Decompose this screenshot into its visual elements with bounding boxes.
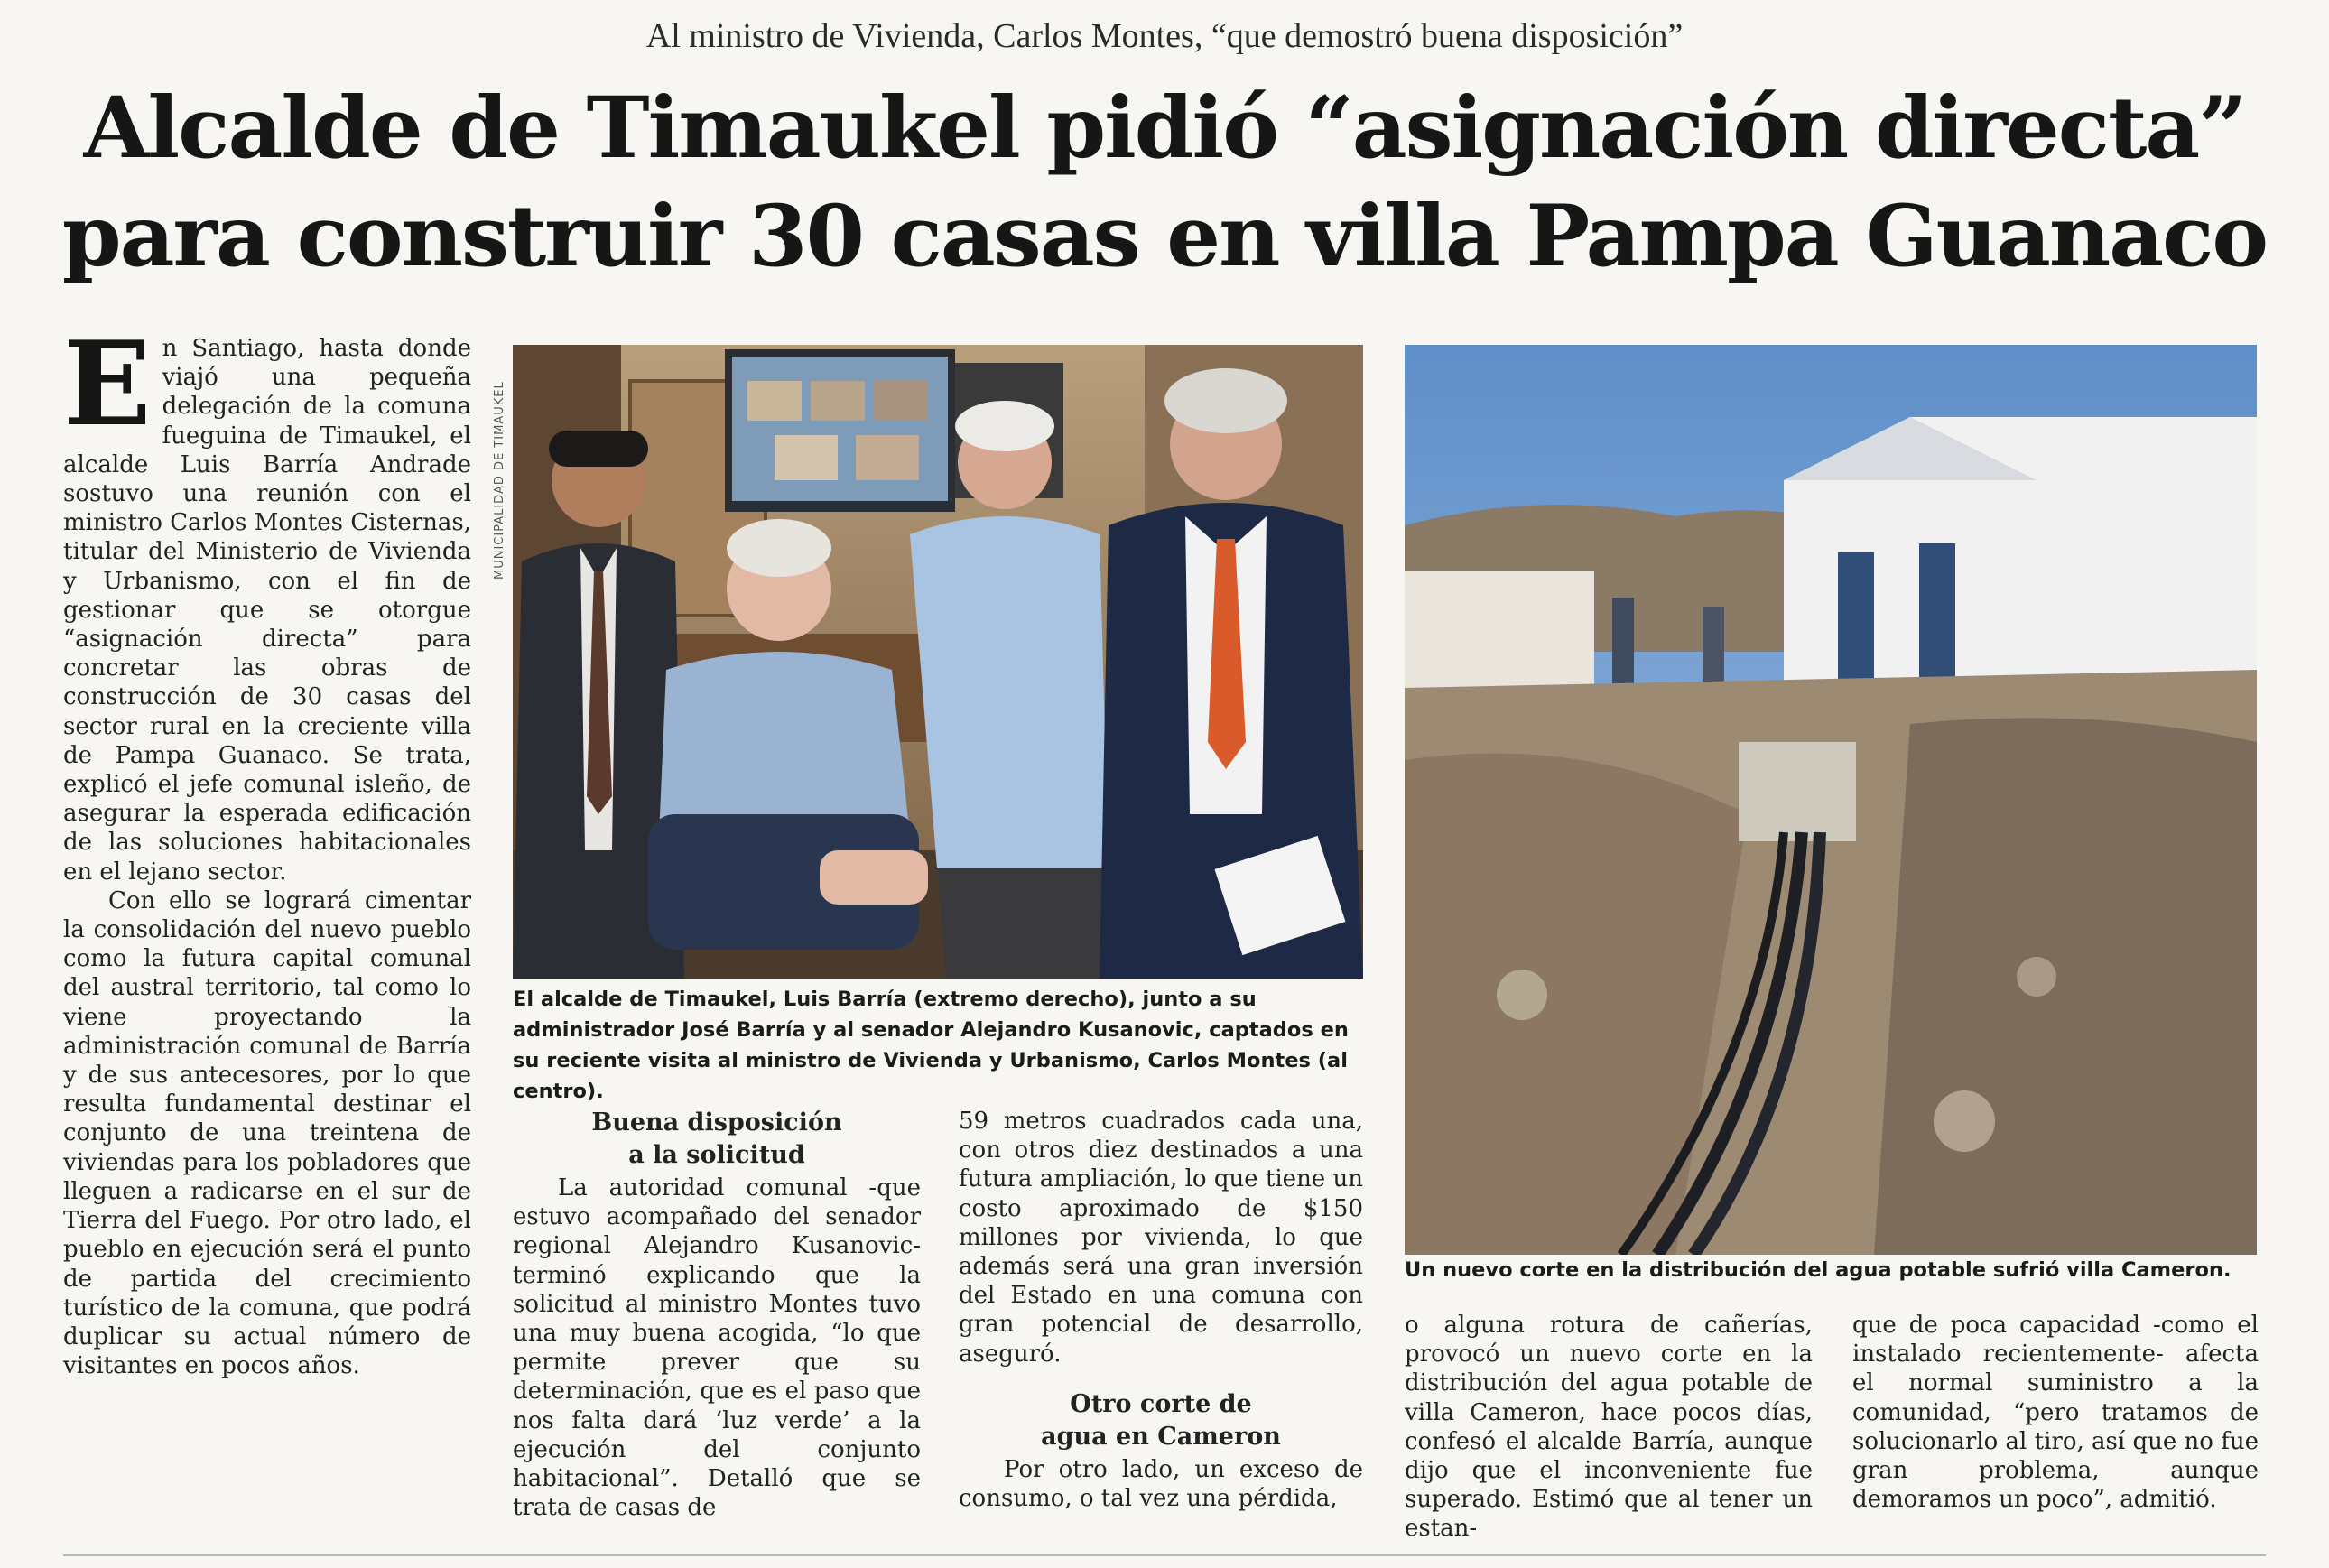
article-paragraph: Por otro lado, un exceso de consumo, o tal vez una pérdida, <box>959 1455 1363 1513</box>
meeting-photo-image <box>513 345 1363 979</box>
subhead-buena-disposicion: Buena disposición a la solicitud <box>591 1109 842 1169</box>
article-column-2 <box>513 1107 921 1522</box>
article-paragraph: En Santiago, hasta donde viajó una pequeña delegación de la comuna fueguina de Timaukel, el alcalde Luis Barría Andrade sostuvo una reunión con el ministro Carlos Montes Cisternas, titular del Ministerio de Vivienda y Urbanismo, con el fin de gestionar que se otorgue “asignación directa” para concretar las obras de construcción de 30 casas del sector rural en la creciente villa de Pampa Guanaco. Se trata, explicó el jefe comunal isleño, de asegurar la esperada edificación de las soluciones habitacionales en el lejano sector. <box>63 317 471 886</box>
drop-cap: E <box>63 317 152 452</box>
construction-photo-image <box>1405 345 2257 1255</box>
article-column-3 <box>959 1107 1363 1513</box>
subhead-otro-corte: Otro corte de agua en Cameron <box>1041 1389 1281 1451</box>
headline-line-1: Alcalde de Timaukel pidió “asignación directa” <box>83 79 2246 178</box>
article-column-5 <box>1852 1311 2259 1514</box>
bottom-rule <box>63 1554 2266 1556</box>
meeting-photo-caption: El alcalde de Timaukel, Luis Barría (extremo derecho), junto a su administrador José Barría y al senador Alejandro Kusanovic, captados en su reciente visita al ministro de Vivienda y Urbanismo, Carlos Montes (al centro). <box>513 988 1349 1103</box>
construction-photo <box>1405 345 2257 1255</box>
article-paragraph: 59 metros cuadrados cada una, con otros diez destinados a una futura ampliación, lo que tiene un costo aproximado de $150 millones por vivienda, lo que además será una gran inversión del Estado en una comuna con gran potencial de desarrollo, aseguró. <box>959 1108 1363 1368</box>
headline-line-2: para construir 30 casas en villa Pampa Guanaco <box>61 187 2268 286</box>
headline <box>0 74 2329 291</box>
article-column-1 <box>63 317 471 1380</box>
article-paragraph: que de poca capacidad -como el instalado recientemente- afecta el normal suministro a la comunidad, “pero tratamos de solucionarlo al tiro, así que no fue gran problema, aunque demoramos un poco”, admitió. <box>1852 1312 2259 1514</box>
article-paragraph: o alguna rotura de cañerías, provocó un nuevo corte en la distribución del agua potable de villa Cameron, hace pocos días, confesó el alcalde Barría, aunque dijo que el inconveniente fue superado. Estimó que al tener un estan- <box>1405 1312 1813 1543</box>
meeting-photo <box>513 345 1363 979</box>
photo-credit: MUNICIPALIDAD DE TIMAUKEL <box>493 381 506 580</box>
article-paragraph: Con ello se logrará cimentar la consolidación del nuevo pueblo como la futura capital comunal del austral territorio, tal como lo viene proyectando la administración comunal de Barría y de sus antecesores, por lo que resulta fundamental destinar el conjunto de una treintena de viviendas para los pobladores que lleguen a radicarse en el sur de Tierra del Fuego. Por otro lado, el pueblo en ejecución será el punto de partida del crecimiento turístico de la comuna, que podrá duplicar su actual número de visitantes en pocos años. <box>63 886 471 1380</box>
kicker: Al ministro de Vivienda, Carlos Montes, “que demostró buena disposición” <box>645 17 1684 55</box>
construction-photo-caption: Un nuevo corte en la distribución del agua potable sufrió villa Cameron. <box>1405 1258 2232 1282</box>
article-column-4 <box>1405 1311 1813 1544</box>
article-paragraph: La autoridad comunal -que estuvo acompañado del senador regional Alejandro Kusanovic- terminó explicando que la solicitud al ministro Montes tuvo una muy buena acogida, “lo que permite prever que su determinación, que es el paso que nos falta dará ‘luz verde’ a la ejecución del conjunto habitacional”. Detalló que se trata de casas de <box>513 1174 921 1522</box>
